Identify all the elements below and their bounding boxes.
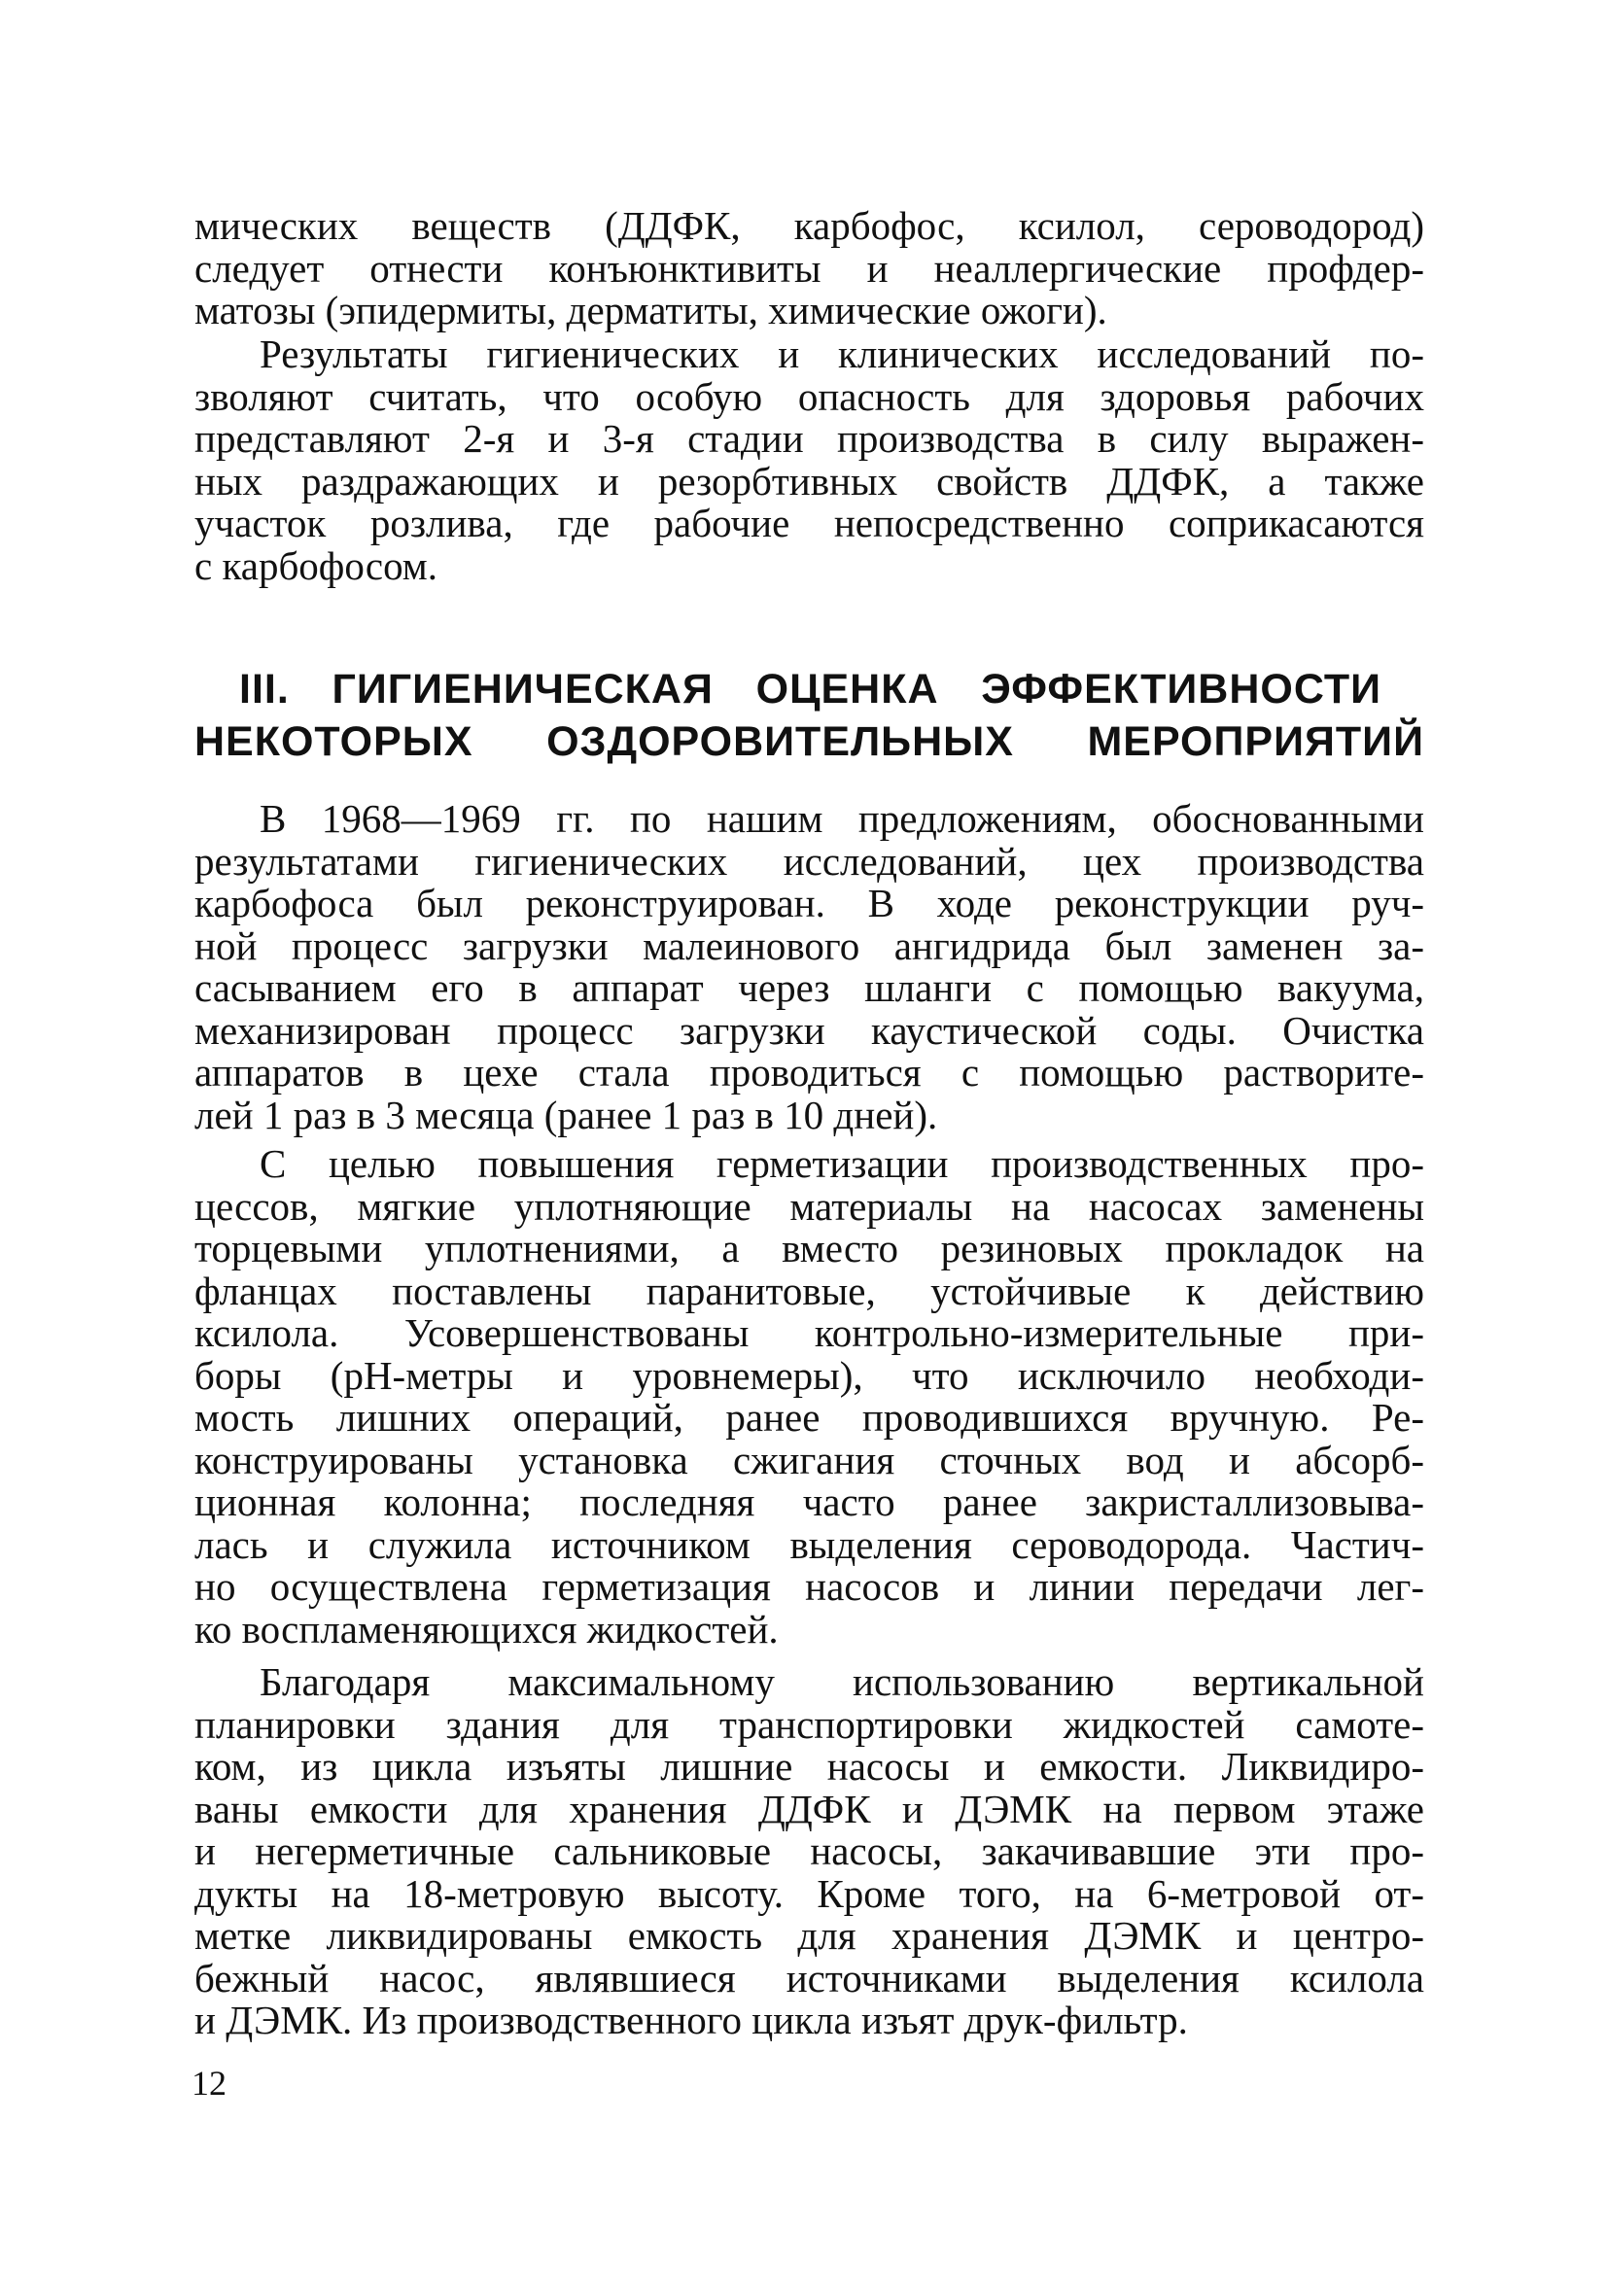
text-line: планировки здания для транспортировки жидкостей самоте- xyxy=(194,1701,1424,1747)
text-line: Результаты гигиенических и клинических исследований по- xyxy=(260,331,1424,376)
paragraph-results xyxy=(194,333,1424,587)
text-line: лей 1 раз в 3 месяца (ранее 1 раз в 10 дней). xyxy=(194,1092,938,1137)
text-line: механизирован процесс загрузки каустической соды. Очистка xyxy=(194,1007,1424,1053)
text-line: ксилола. Усовершенствованы контрольно-измерительные при- xyxy=(194,1310,1424,1355)
text-line: сасыванием его в аппарат через шланги с помощью вакуума, xyxy=(194,965,1424,1010)
text-line: фланцах поставлены паранитовые, устойчивые к действию xyxy=(194,1268,1424,1313)
text-line: Благодаря максимальному использованию вертикальной xyxy=(260,1659,1424,1704)
text-line: ко воспламеняющихся жидкостей. xyxy=(194,1606,779,1652)
text-line: представляют 2-я и 3-я стадии производства в силу выражен- xyxy=(194,416,1424,461)
text-line: следует отнести конъюнктивиты и неаллергические профдер- xyxy=(194,245,1424,291)
text-line: с карбофосом. xyxy=(194,542,438,588)
text-line: цессов, мягкие уплотняющие материалы на насосах заменены xyxy=(194,1183,1424,1229)
section-heading-line-1: III. ГИГИЕНИЧЕСКАЯ ОЦЕНКА ЭФФЕКТИВНОСТИ xyxy=(239,666,1381,713)
section-heading xyxy=(194,663,1424,768)
section-heading-line-2: НЕКОТОРЫХ ОЗДОРОВИТЕЛЬНЫХ МЕРОПРИЯТИЙ xyxy=(194,718,1424,765)
text-line: результатами гигиенических исследований, цех производства xyxy=(194,838,1424,884)
text-line: карбофоса был реконструирован. В ходе реконструкции руч- xyxy=(194,881,1424,925)
text-line: мических веществ (ДДФК, карбофос, ксилол, сероводород) xyxy=(194,203,1424,248)
text-line: матозы (эпидермиты, дерматиты, химические ожоги). xyxy=(194,288,1107,332)
text-line: но осуществлена герметизация насосов и линии передачи лег- xyxy=(194,1564,1424,1609)
paragraph-vertical-layout xyxy=(194,1661,1424,2042)
text-line: боры (рН-метры и уровнемеры), что исключило необходи- xyxy=(194,1352,1424,1398)
text-line: участок розлива, где рабочие непосредственно соприкасаются xyxy=(194,501,1424,545)
text-line: аппаратов в цехе стала проводиться с помощью растворите- xyxy=(194,1050,1424,1095)
text-line: бежный насос, являвшиеся источниками выделения ксилола xyxy=(194,1955,1424,2000)
text-line: конструированы установка сжигания сточных вод и абсорб- xyxy=(194,1437,1424,1482)
text-line: зволяют считать, что особую опасность для здоровья рабочих xyxy=(194,373,1424,419)
text-line: ционная колонна; последняя часто ранее закристаллизовыва- xyxy=(194,1479,1424,1524)
text-line: дукты на 18-метровую высоту. Кроме того, на 6-метровой от- xyxy=(194,1870,1424,1916)
text-line: и ДЭМК. Из производственного цикла изъят друк-фильтр. xyxy=(194,1998,1188,2042)
text-line: ных раздражающих и резорбтивных свойств ДДФК, а также xyxy=(194,458,1424,504)
text-line: торцевыми уплотнениями, а вместо резиновых прокладок на xyxy=(194,1226,1424,1270)
text-line: лась и служила источником выделения сероводорода. Частич- xyxy=(194,1521,1424,1567)
paragraph-reconstruction xyxy=(194,798,1424,1136)
paragraph-sealing xyxy=(194,1143,1424,1651)
text-line: метке ликвидированы емкость для хранения ДЭМК и центро- xyxy=(194,1913,1424,1958)
text-line: мость лишних операций, ранее проводившихся вручную. Ре- xyxy=(194,1395,1424,1440)
text-line: ваны емкости для хранения ДДФК и ДЭМК на первом этаже xyxy=(194,1786,1424,1831)
text-line: и негерметичные сальниковые насосы, закачивавшие эти про- xyxy=(194,1828,1424,1873)
text-line: С целью повышения герметизации производственных про- xyxy=(260,1141,1424,1186)
text-line: ной процесс загрузки малеинового ангидрида был заменен за- xyxy=(194,922,1424,968)
paragraph-continued xyxy=(194,205,1424,332)
text-line: ком, из цикла изъяты лишние насосы и емкости. Ликвидиро- xyxy=(194,1744,1424,1789)
page-number: 12 xyxy=(192,2064,227,2103)
text-line: В 1968—1969 гг. по нашим предложениям, обоснованными xyxy=(260,796,1424,841)
